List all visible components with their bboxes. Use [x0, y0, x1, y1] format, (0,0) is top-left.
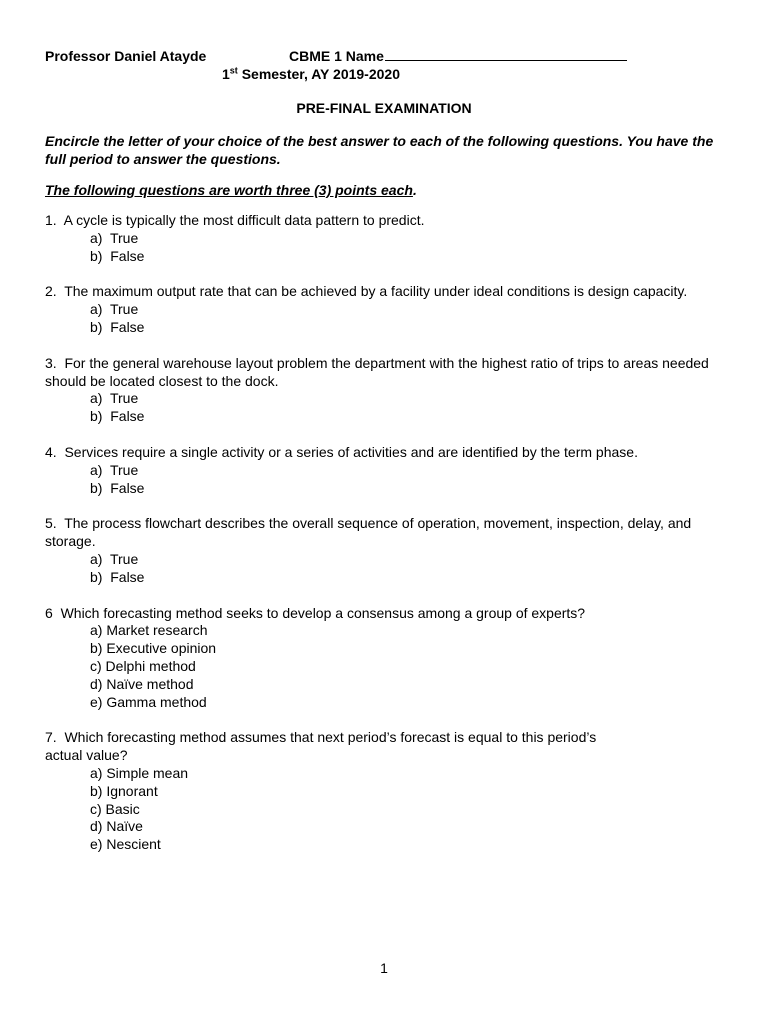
points-note-period: .: [412, 182, 417, 198]
question-text: 1. A cycle is typically the most difficult data pattern to predict.: [45, 212, 425, 228]
option-a[interactable]: a) Simple mean: [90, 764, 189, 781]
instructions: Encircle the letter of your choice of the best answer to each of the following questions. You have the full period to answer the questions.: [45, 133, 714, 167]
question-text: 3. For the general warehouse layout problem the department with the highest ratio of trips to areas needed should be located closest to the dock.: [45, 354, 713, 389]
question-text: 6 Which forecasting method seeks to develop a consensus among a group of experts?: [45, 604, 586, 621]
option-c[interactable]: c) Basic: [90, 800, 140, 817]
question-5: [45, 515, 725, 586]
option-b[interactable]: b) Ignorant: [90, 782, 158, 799]
option-a[interactable]: a) True: [90, 301, 139, 318]
option-b[interactable]: b) False: [90, 408, 145, 425]
option-b[interactable]: b) False: [90, 247, 145, 264]
option-e[interactable]: e) Nescient: [90, 836, 161, 853]
question-2: [45, 283, 725, 336]
semester-text: Semester, AY 2019-2020: [237, 66, 400, 82]
question-7: [45, 729, 725, 854]
option-list: [45, 551, 725, 587]
professor-name: Professor Daniel Atayde: [45, 48, 207, 64]
option-b[interactable]: b) False: [90, 479, 145, 496]
option-a[interactable]: a) True: [90, 461, 139, 478]
semester-ordinal-suffix: st: [229, 65, 238, 76]
option-list: [45, 230, 725, 266]
question-text-line-2: actual value?: [45, 747, 128, 764]
option-b[interactable]: b) False: [90, 318, 145, 335]
question-6: [45, 605, 725, 712]
question-text: 4. Services require a single activity or a series of activities and are identified by the term phase.: [45, 443, 638, 460]
option-b[interactable]: b) Executive opinion: [90, 640, 217, 657]
option-list: [45, 462, 725, 498]
option-e[interactable]: e) Gamma method: [90, 693, 207, 710]
question-list: [45, 212, 725, 872]
option-list: [45, 622, 725, 711]
option-b[interactable]: b) False: [90, 568, 145, 585]
page-number: 1: [380, 960, 388, 976]
semester-ordinal: 1: [222, 66, 230, 82]
option-a[interactable]: a) True: [90, 550, 139, 567]
option-a[interactable]: a) True: [90, 229, 139, 246]
option-list: [45, 301, 725, 337]
semester-line: [222, 66, 400, 82]
option-list: [45, 765, 725, 854]
name-blank-line: [385, 48, 627, 61]
question-text-line-1: 7. Which forecasting method assumes that next period’s forecast is equal to this period’s: [45, 729, 597, 746]
option-list: [45, 390, 725, 426]
option-d[interactable]: d) Naïve: [90, 818, 143, 835]
question-text: 5. The process flowchart describes the overall sequence of operation, movement, inspection, delay, and storage.: [45, 515, 696, 550]
exam-title: PRE-FINAL EXAMINATION: [296, 100, 472, 116]
question-text: 2. The maximum output rate that can be achieved by a facility under ideal conditions is design capacity.: [45, 283, 688, 300]
option-d[interactable]: d) Naïve method: [90, 675, 194, 692]
course-name-field: [289, 48, 627, 64]
course-label: CBME 1 Name: [289, 48, 384, 64]
question-3: [45, 355, 725, 426]
option-c[interactable]: c) Delphi method: [90, 657, 196, 674]
option-a[interactable]: a) Market research: [90, 622, 208, 639]
points-note: [45, 182, 417, 198]
points-note-text: The following questions are worth three (3) points each: [45, 182, 413, 198]
question-4: [45, 444, 725, 497]
question-1: [45, 212, 725, 265]
option-a[interactable]: a) True: [90, 390, 139, 407]
